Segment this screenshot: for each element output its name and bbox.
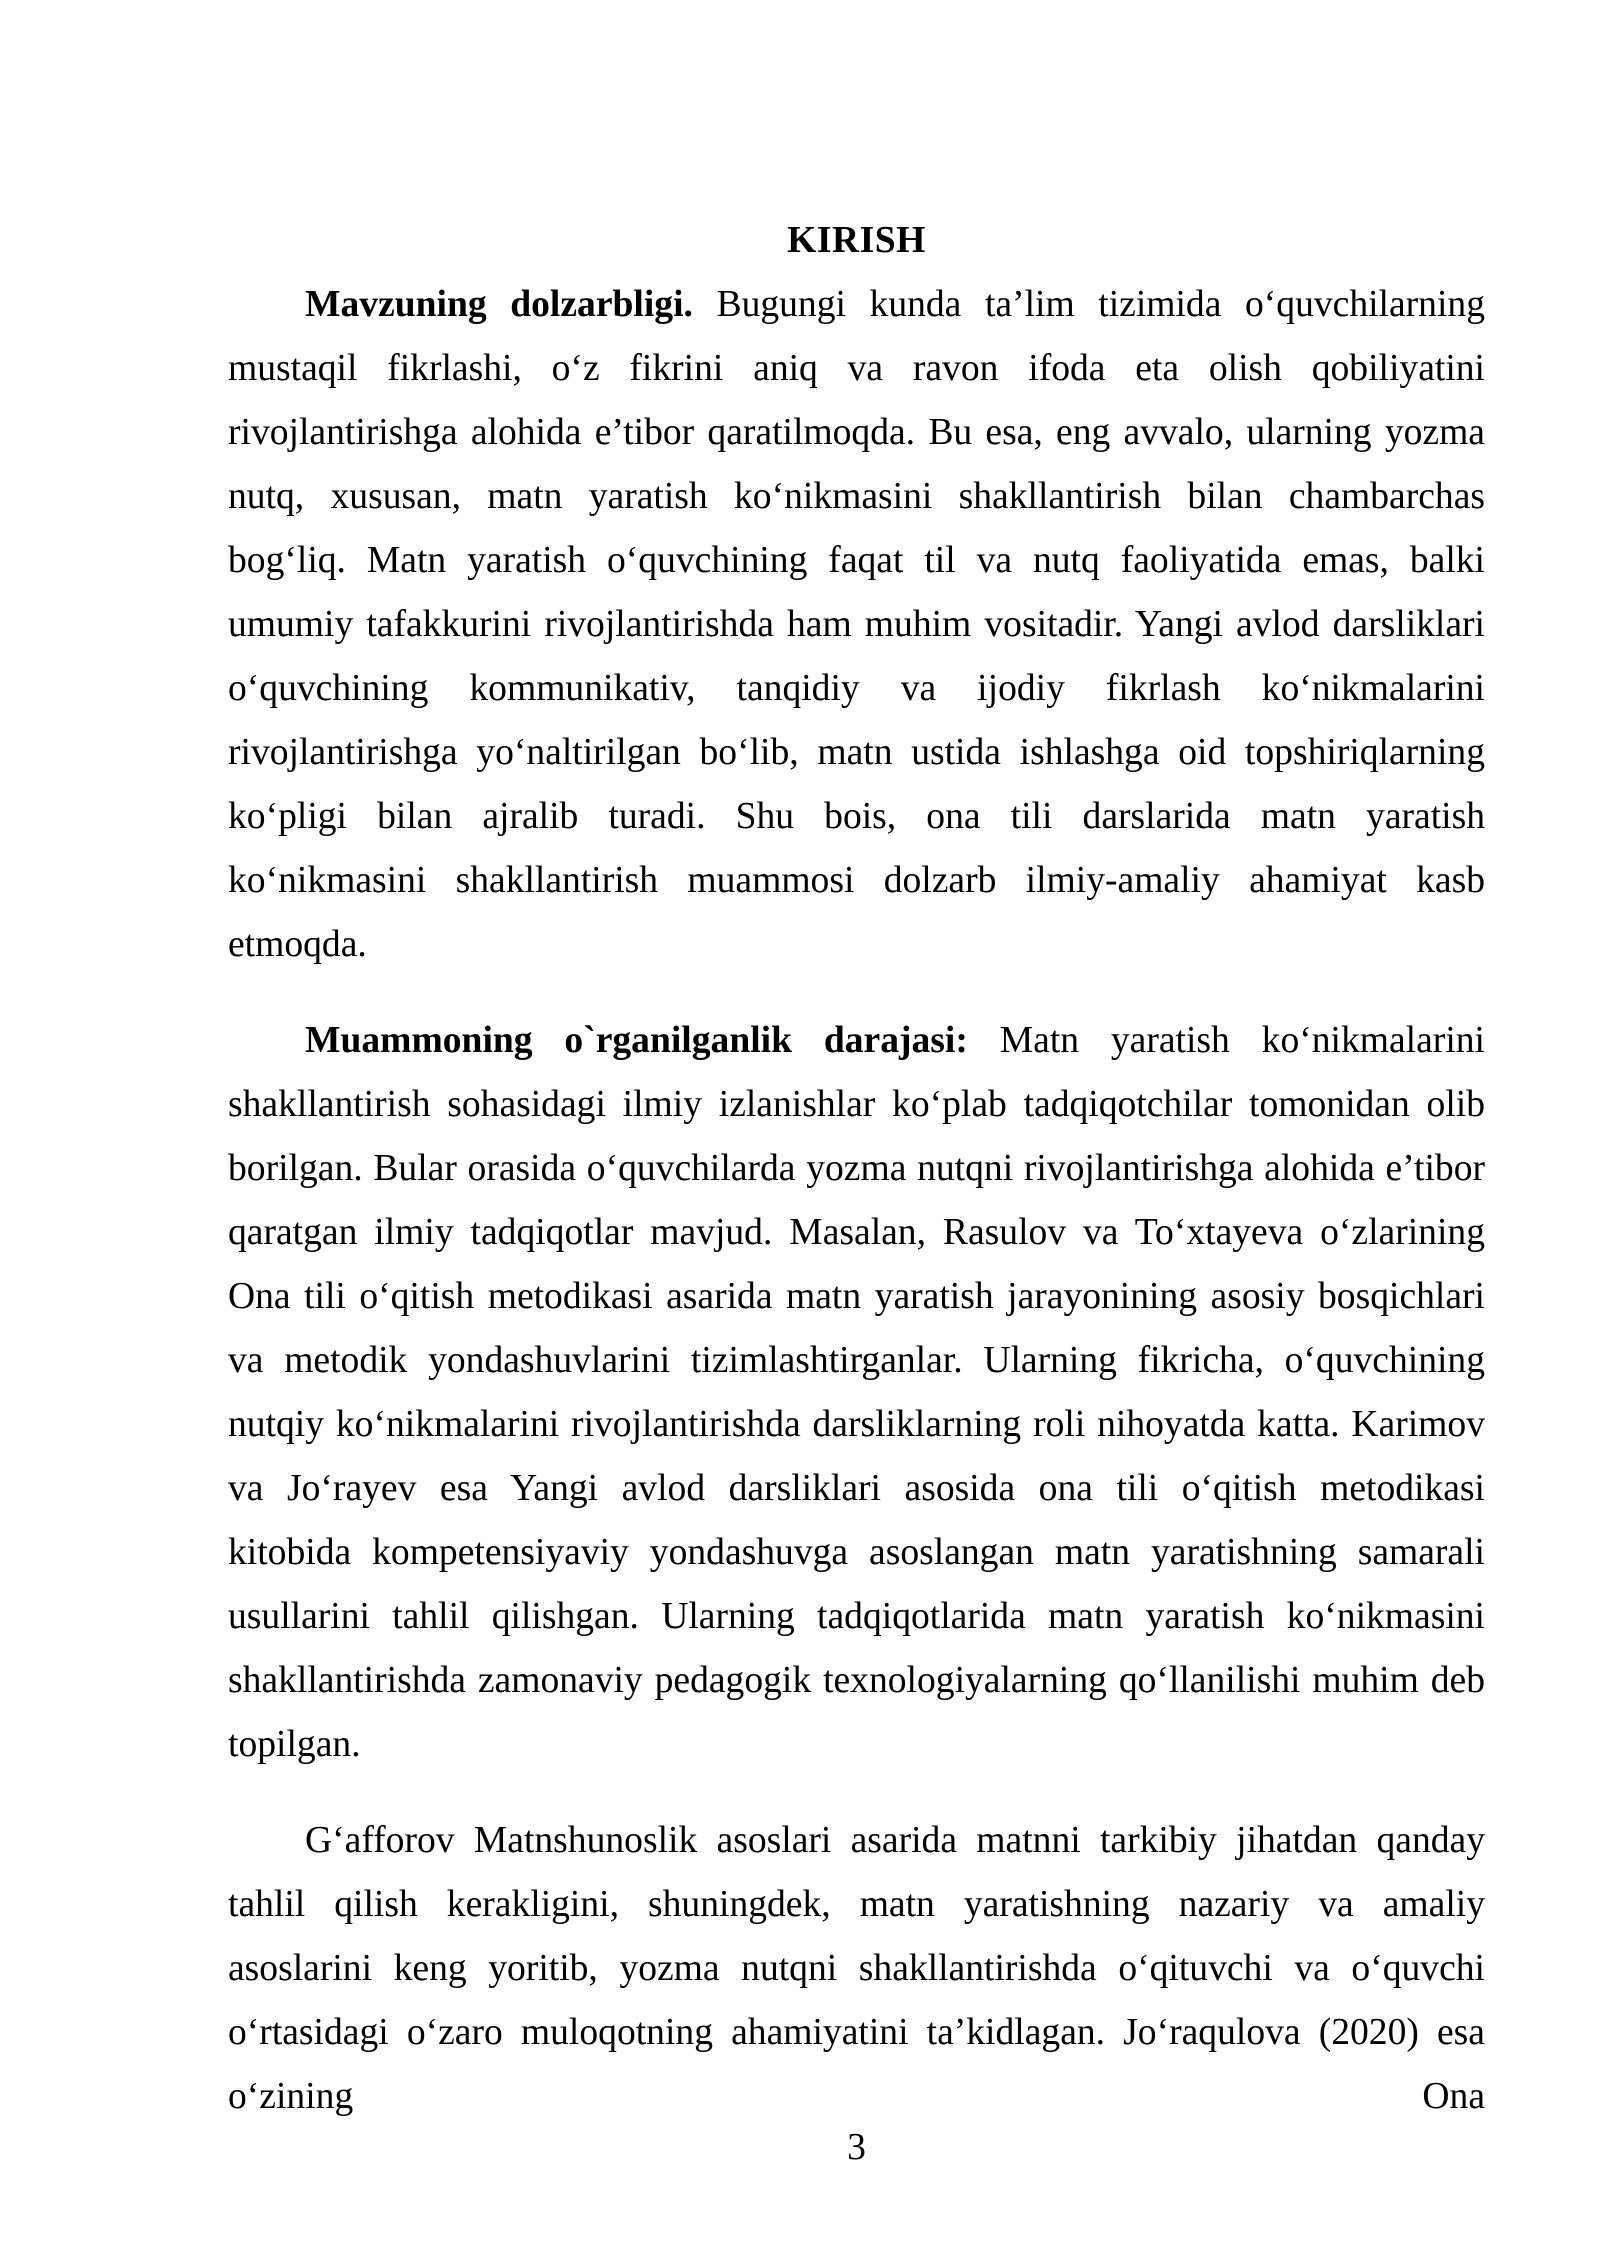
paragraph-lead-text: Muammoning o`rganilganlik darajasi:	[305, 1020, 968, 1061]
page-content	[228, 209, 1485, 2129]
paragraph-body-text: Matn yaratish koʻnikmalarini shakllantirish sohasidagi ilmiy izlanishlar koʻplab tadqiqotchilar tomonidan olib borilgan. Bular orasida oʻquvchilarda yozma nutqni rivojlantirishga alohida e’tibor qaratgan ilmiy tadqiqotlar mavjud. Masalan, Rasulov va Toʻxtayeva oʻzlarining Ona tili oʻqitish metodikasi asarida matn yaratish jarayonining asosiy bosqichlari va metodik yondashuvlarini tizimlashtirganlar. Ularning fikricha, oʻquvchining nutqiy koʻnikmalarini rivojlantirishda darsliklarning roli nihoyatda katta. Karimov va Joʻrayev esa Yangi avlod darsliklari asosida ona tili oʻqitish metodikasi kitobida kompetensiyaviy yondashuvga asoslangan matn yaratishning samarali usullarini tahlil qilishgan. Ularning tadqiqotlarida matn yaratish koʻnikmasini shakllantirishda zamonaviy pedagogik texnologiyalarning qoʻllanilishi muhim deb topilgan.	[228, 1020, 1485, 1765]
page-number: 3	[847, 2127, 866, 2168]
page-title: KIRISH	[787, 220, 926, 261]
paragraph-gafforov	[228, 1809, 1485, 2129]
paragraph-topicality	[228, 273, 1485, 977]
paragraph-body-text: Gʻafforov Matnshunoslik asoslari asarida matnni tarkibiy jihatdan qanday tahlil qilish kerakligini, shuningdek, matn yaratishning nazariy va amaliy asoslarini keng yoritib, yozma nutqni shakllantirishda oʻqituvchi va oʻquvchi oʻrtasidagi oʻzaro muloqotning ahamiyatini ta’kidlagan. Joʻraqulova (2020) esa oʻzining Ona	[228, 1820, 1485, 2117]
paragraph-body-text: Bugungi kunda ta’lim tizimida oʻquvchilarning mustaqil fikrlashi, oʻz fikrini aniq va ravon ifoda eta olish qobiliyatini rivojlantirishga alohida e’tibor qaratilmoqda. Bu esa, eng avvalo, ularning yozma nutq, xususan, matn yaratish koʻnikmasini shakllantirish bilan chambarchas bogʻliq. Matn yaratish oʻquvchining faqat til va nutq faoliyatida emas, balki umumiy tafakkurini rivojlantirishda ham muhim vositadir. Yangi avlod darsliklari oʻquvchining kommunikativ, tanqidiy va ijodiy fikrlash koʻnikmalarini rivojlantirishga yoʻnaltirilgan boʻlib, matn ustida ishlashga oid topshiriqlarning koʻpligi bilan ajralib turadi. Shu bois, ona tili darslarida matn yaratish koʻnikmasini shakllantirish muammosi dolzarb ilmiy-amaliy ahamiyat kasb etmoqda.	[228, 284, 1485, 965]
page-footer	[228, 2116, 1485, 2180]
paragraph-lead-text: Mavzuning dolzarbligi.	[305, 284, 693, 325]
paragraph-research-degree	[228, 1009, 1485, 1777]
